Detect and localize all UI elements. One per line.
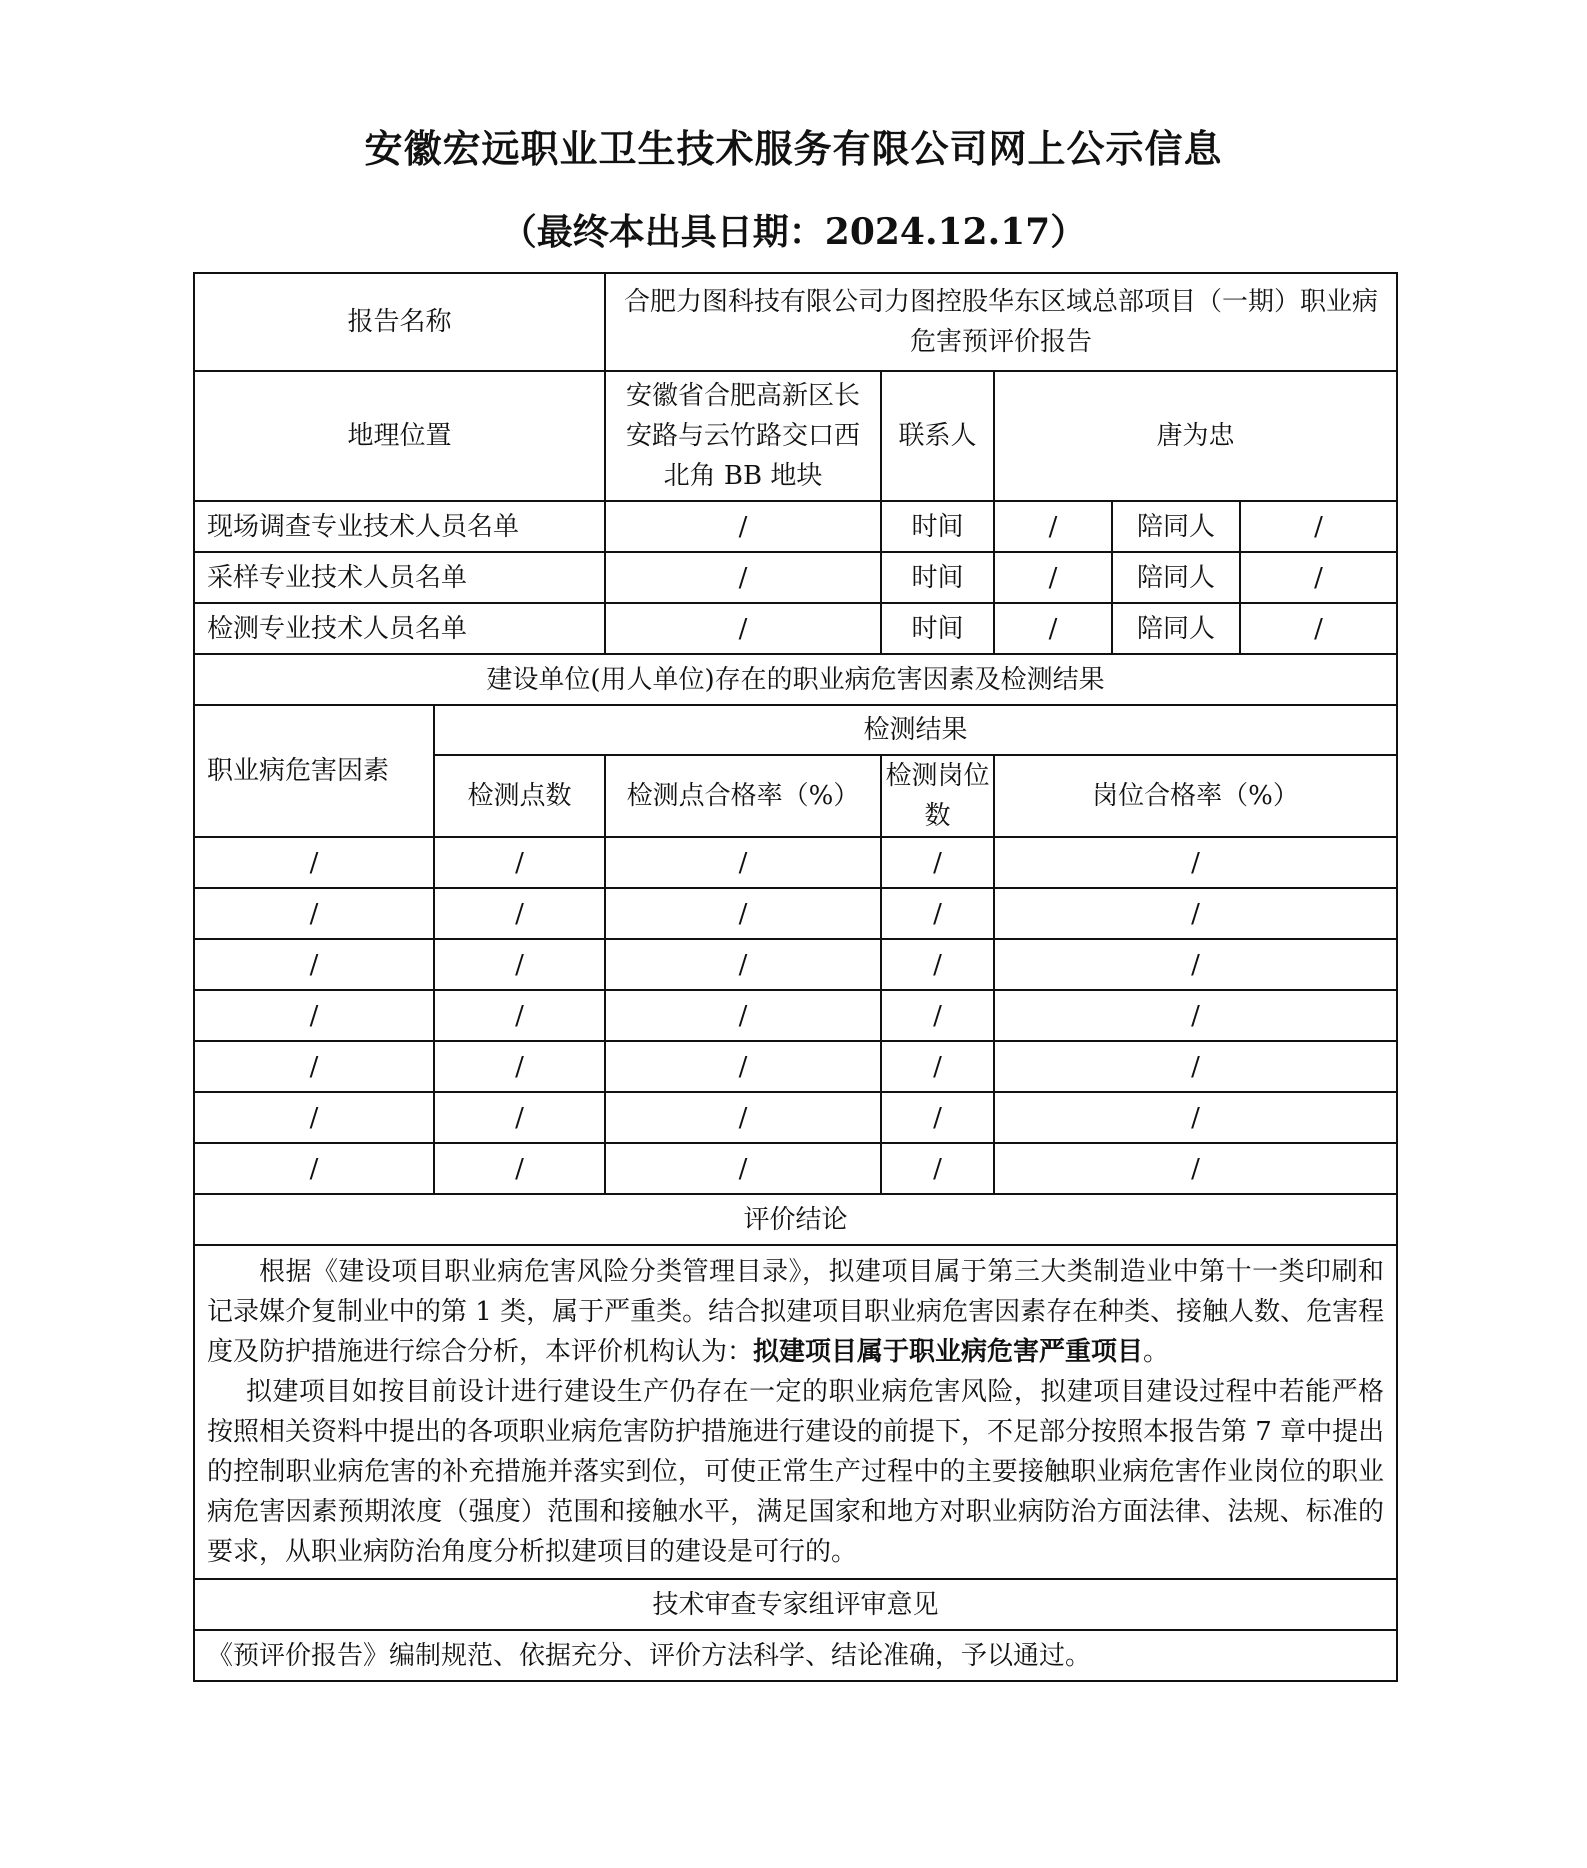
staff-row-time-label: 时间 (881, 552, 994, 603)
cell-post-rate: / (994, 1143, 1397, 1194)
report-name-label: 报告名称 (194, 273, 605, 371)
staff-row (194, 501, 1397, 552)
cell-posts: / (881, 990, 994, 1041)
column-header-point-rate: 检测点合格率（%） (605, 755, 881, 837)
review-row (194, 1630, 1397, 1681)
staff-row-time: / (994, 552, 1112, 603)
report-name-value: 合肥力图科技有限公司力图控股华东区域总部项目（一期）职业病危害预评价报告 (605, 273, 1397, 371)
cell-factor: / (194, 990, 434, 1041)
location-row (194, 371, 1397, 501)
cell-point-rate: / (605, 1092, 881, 1143)
staff-row-companion: / (1240, 552, 1397, 603)
column-header-points: 检测点数 (434, 755, 605, 837)
staff-row (194, 552, 1397, 603)
disclosure-table (193, 272, 1398, 1682)
cell-post-rate: / (994, 1092, 1397, 1143)
cell-posts: / (881, 1041, 994, 1092)
cell-factor: / (194, 837, 434, 888)
cell-factor: / (194, 1041, 434, 1092)
conclusion-row (194, 1245, 1397, 1579)
results-section-title: 建设单位(用人单位)存在的职业病危害因素及检测结果 (194, 654, 1397, 705)
cell-point-rate: / (605, 990, 881, 1041)
cell-points: / (434, 1143, 605, 1194)
report-name-row (194, 273, 1397, 371)
staff-row-names: / (605, 552, 881, 603)
cell-post-rate: / (994, 990, 1397, 1041)
review-text: 《预评价报告》编制规范、依据充分、评价方法科学、结论准确，予以通过。 (194, 1630, 1397, 1681)
conclusion-p1-text: 根据《建设项目职业病危害风险分类管理目录》，拟建项目属于第三大类制造业中第十一类印刷和记录媒介复制业中的第 1 类，属于严重类。结合拟建项目职业病危害因素存在种类、接触人数、危害程度及防护措施进行综合分析，本评价机构认为： (207, 1257, 1385, 1367)
cell-point-rate: / (605, 888, 881, 939)
conclusion-paragraph-1 (207, 1252, 1384, 1372)
table-row (194, 1143, 1397, 1194)
conclusion-p1-end: 。 (1143, 1337, 1170, 1367)
review-section-header (194, 1579, 1397, 1630)
staff-row-label: 现场调查专业技术人员名单 (194, 501, 605, 552)
cell-points: / (434, 837, 605, 888)
table-row (194, 1041, 1397, 1092)
page-title: 安徽宏远职业卫生技术服务有限公司网上公示信息 (364, 126, 1223, 171)
staff-row-companion-label: 陪同人 (1112, 501, 1240, 552)
table-row (194, 837, 1397, 888)
staff-row-companion: / (1240, 603, 1397, 654)
table-row (194, 939, 1397, 990)
conclusion-section-title: 评价结论 (194, 1194, 1397, 1245)
cell-posts: / (881, 1143, 994, 1194)
staff-row-label: 采样专业技术人员名单 (194, 552, 605, 603)
factor-header: 职业病危害因素 (194, 705, 434, 837)
staff-row-label: 检测专业技术人员名单 (194, 603, 605, 654)
contact-value: 唐为忠 (994, 371, 1397, 501)
staff-row-companion: / (1240, 501, 1397, 552)
staff-row-names: / (605, 501, 881, 552)
location-value: 安徽省合肥高新区长安路与云竹路交口西北角 BB 地块 (605, 371, 881, 501)
cell-posts: / (881, 837, 994, 888)
staff-row-companion-label: 陪同人 (1112, 552, 1240, 603)
results-section-header (194, 654, 1397, 705)
cell-post-rate: / (994, 1041, 1397, 1092)
staff-row-time-label: 时间 (881, 501, 994, 552)
table-row (194, 1092, 1397, 1143)
conclusion-p1-emphasis: 拟建项目属于职业病危害严重项目 (753, 1337, 1144, 1367)
column-header-posts: 检测岗位数 (881, 755, 994, 837)
results-body (194, 837, 1397, 1194)
cell-posts: / (881, 939, 994, 990)
results-header-row (194, 705, 1397, 755)
staff-row-time-label: 时间 (881, 603, 994, 654)
contact-label: 联系人 (881, 371, 994, 501)
cell-points: / (434, 888, 605, 939)
staff-row-companion-label: 陪同人 (1112, 603, 1240, 654)
cell-points: / (434, 990, 605, 1041)
cell-factor: / (194, 888, 434, 939)
cell-posts: / (881, 1092, 994, 1143)
staff-row-names: / (605, 603, 881, 654)
conclusion-text (194, 1245, 1397, 1579)
column-header-post-rate: 岗位合格率（%） (994, 755, 1397, 837)
cell-post-rate: / (994, 939, 1397, 990)
issue-date: （最终本出具日期：2024.12.17） (500, 211, 1087, 253)
conclusion-paragraph-2: 拟建项目如按目前设计进行建设生产仍存在一定的职业病危害风险，拟建项目建设过程中若能严格按照相关资料中提出的各项职业病危害防护措施进行建设的前提下，不足部分按照本报告第 7 章中提出的控制职业病危害的补充措施并落实到位，可使正常生产过程中的主要接触职业病危害作业岗位的职业病危害因素预期浓度（强度）范围和接触水平，满足国家和地方对职业病防治方面法律、法规、标准的要求，从职业病防治角度分析拟建项目的建设是可行的。 (207, 1377, 1385, 1567)
table-row (194, 990, 1397, 1041)
staff-row-time: / (994, 603, 1112, 654)
results-header: 检测结果 (434, 705, 1397, 755)
cell-points: / (434, 939, 605, 990)
cell-point-rate: / (605, 1041, 881, 1092)
conclusion-section-header (194, 1194, 1397, 1245)
review-section-title: 技术审查专家组评审意见 (194, 1579, 1397, 1630)
location-label: 地理位置 (194, 371, 605, 501)
cell-point-rate: / (605, 1143, 881, 1194)
cell-point-rate: / (605, 939, 881, 990)
cell-factor: / (194, 1092, 434, 1143)
cell-point-rate: / (605, 837, 881, 888)
cell-posts: / (881, 888, 994, 939)
staff-row (194, 603, 1397, 654)
cell-factor: / (194, 1143, 434, 1194)
cell-points: / (434, 1041, 605, 1092)
cell-points: / (434, 1092, 605, 1143)
table-row (194, 888, 1397, 939)
cell-factor: / (194, 939, 434, 990)
cell-post-rate: / (994, 837, 1397, 888)
staff-row-time: / (994, 501, 1112, 552)
cell-post-rate: / (994, 888, 1397, 939)
